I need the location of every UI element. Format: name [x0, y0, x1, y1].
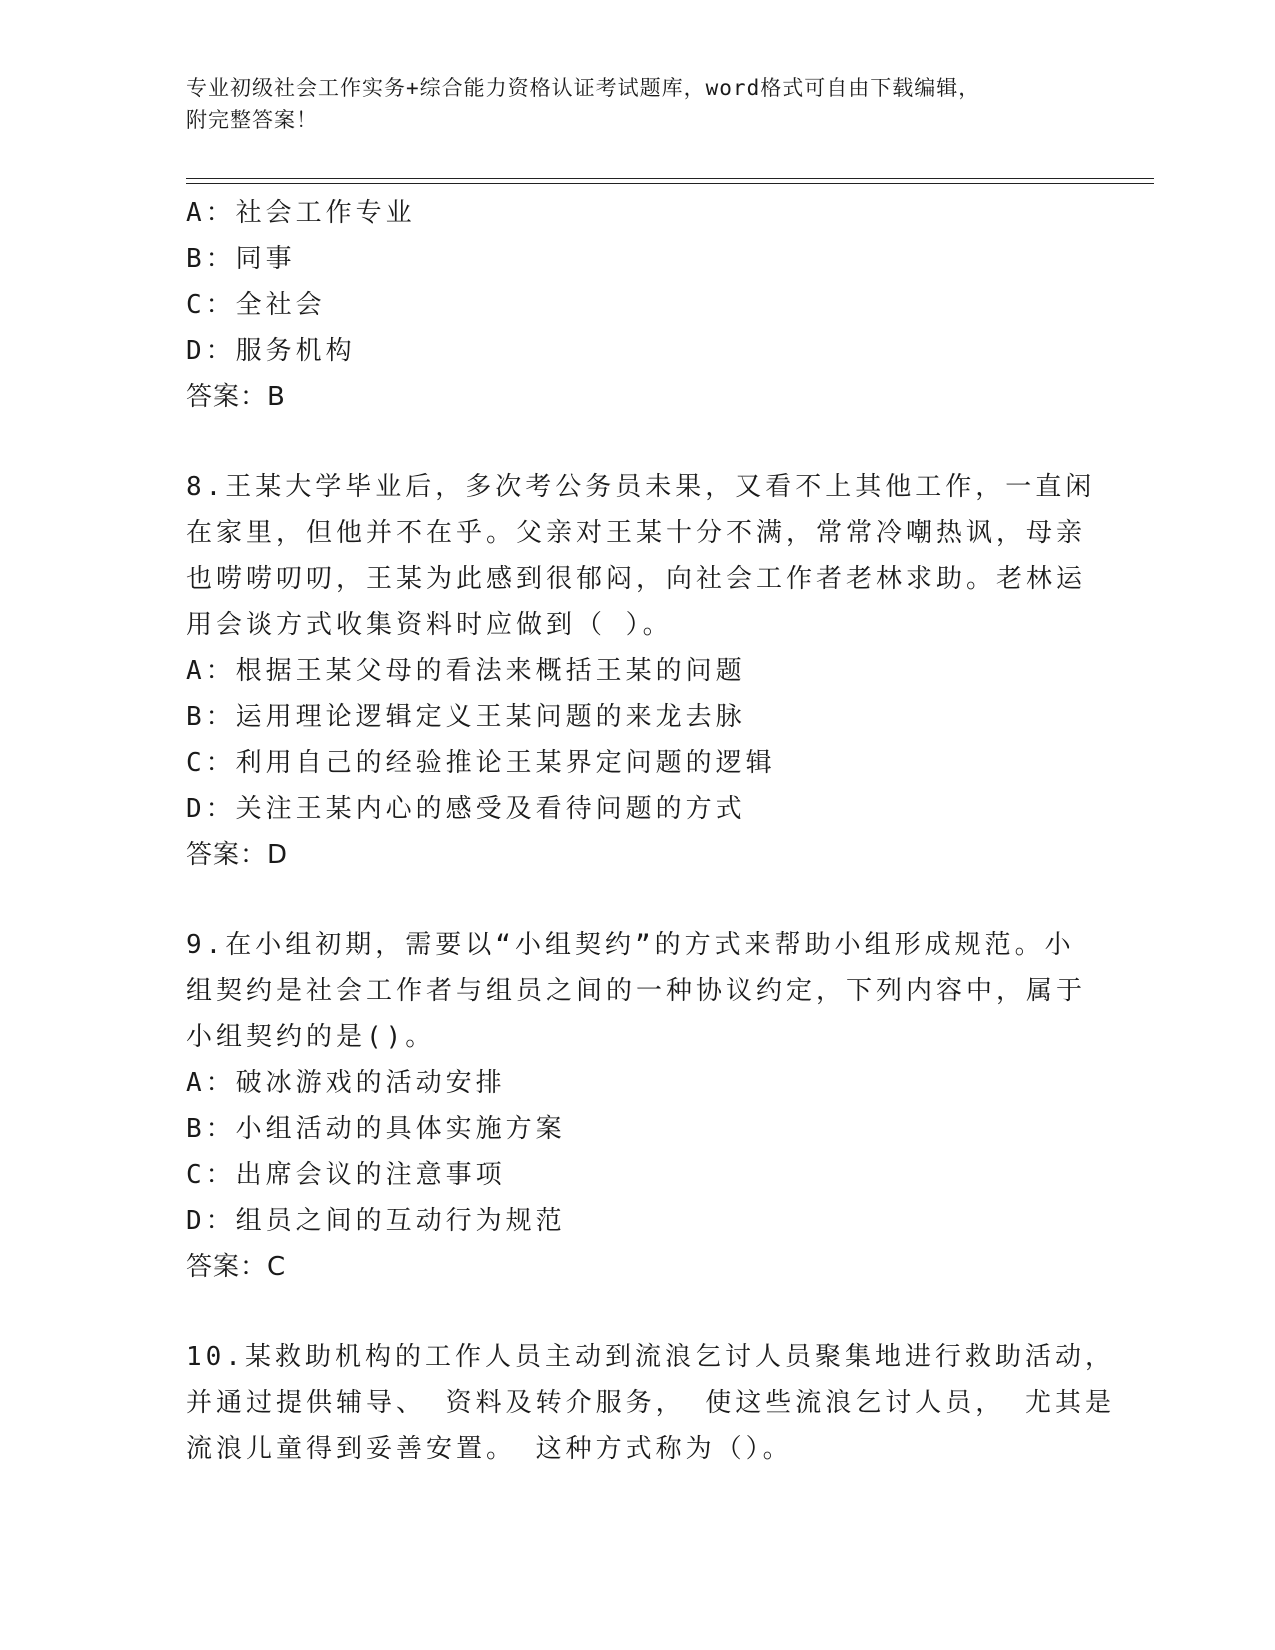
- question-text-line: 10.某救助机构的工作人员主动到流浪乞讨人员聚集地进行救助活动，: [186, 1342, 1115, 1372]
- spacer: [186, 878, 1086, 922]
- answer-line: 答案：C: [186, 1252, 287, 1282]
- option-a: A：破冰游戏的活动安排: [186, 1068, 506, 1098]
- question-text-line: 小组契约的是()。: [186, 1022, 436, 1052]
- question-text-line: 8.王某大学毕业后，多次考公务员未果，又看不上其他工作，一直闲: [186, 472, 1096, 502]
- question-10: [186, 1334, 1115, 1472]
- option-d: D：服务机构: [186, 336, 356, 366]
- option-c: C：出席会议的注意事项: [186, 1160, 506, 1190]
- document-body: [186, 190, 1115, 1472]
- option-d: D：组员之间的互动行为规范: [186, 1206, 566, 1236]
- answer-line: 答案：B: [186, 382, 286, 412]
- option-d: D：关注王某内心的感受及看待问题的方式: [186, 794, 746, 824]
- question-text-line: 并通过提供辅导、 资料及转介服务， 使这些流浪乞讨人员， 尤其是: [186, 1388, 1115, 1418]
- question-text-line: 在家里，但他并不在乎。父亲对王某十分不满，常常冷嘲热讽，母亲: [186, 518, 1087, 548]
- question-text-line: 流浪儿童得到妥善安置。 这种方式称为（）。: [186, 1434, 793, 1464]
- option-c: C：利用自己的经验推论王某界定问题的逻辑: [186, 748, 776, 778]
- answer-line: 答案：D: [186, 840, 289, 870]
- question-text-line: 9.在小组初期，需要以“小组契约”的方式来帮助小组形成规范。小: [186, 930, 1075, 960]
- spacer: [186, 1290, 1086, 1334]
- option-c: C：全社会: [186, 290, 326, 320]
- option-b: B：运用理论逻辑定义王某问题的来龙去脉: [186, 702, 746, 732]
- option-a: A：社会工作专业: [186, 198, 416, 228]
- option-b: B：同事: [186, 244, 296, 274]
- question-7-tail: [186, 190, 1086, 420]
- question-9: [186, 922, 1086, 1290]
- header-line-2: 附完整答案！: [186, 108, 318, 132]
- header-divider-top: [186, 178, 1154, 179]
- spacer: [186, 420, 1086, 464]
- header-line-1: 专业初级社会工作实务+综合能力资格认证考试题库，word格式可自由下载编辑，: [186, 76, 981, 100]
- header-divider-bottom: [186, 183, 1154, 184]
- question-text-line: 用会谈方式收集资料时应做到（ ）。: [186, 610, 673, 640]
- question-text-line: 组契约是社会工作者与组员之间的一种协议约定，下列内容中，属于: [186, 976, 1087, 1006]
- question-text-line: 也唠唠叨叨，王某为此感到很郁闷，向社会工作者老林求助。老林运: [186, 564, 1087, 594]
- question-8: [186, 464, 1096, 878]
- option-b: B：小组活动的具体实施方案: [186, 1114, 566, 1144]
- document-header: [186, 72, 1066, 136]
- option-a: A：根据王某父母的看法来概括王某的问题: [186, 656, 746, 686]
